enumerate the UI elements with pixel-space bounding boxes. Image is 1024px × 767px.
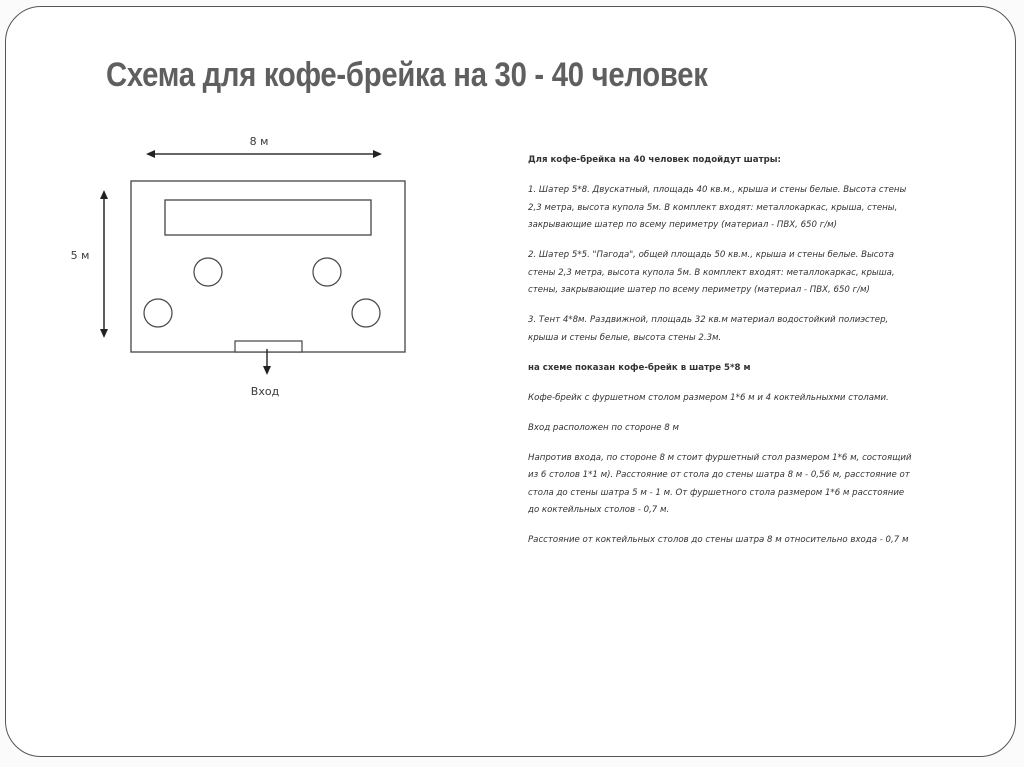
description-heading: Для кофе-брейка на 40 человек подойдут шатры: [528,155,781,165]
tent-option-2: 2. Шатер 5*5. "Пагода", общей площадь 50 кв.м., крыша и стены белые. Высота стены 2,3 метра, высота купола 5м. В комплект входят: металлокаркас, крыша, стены, закрывающие шатер по всему периметру (материал - ПВХ, 650 г/м) [528,250,895,295]
scheme-paragraph: Напротив входа, по стороне 8 м стоит фуршетный стол размером 1*6 м, состоящий из 6 столов 1*1 м). Расстояние от стола до стены шатра 8 м - 0,56 м, расстояние от стола до стены шатра 5 м - 1 м. От фуршетного стола размером 1*6 м расстояние до коктейльных столов - 0,7 м. [528,452,912,515]
height-label: 5 м [70,249,90,262]
tent-option-3: 3. Тент 4*8м. Раздвижной, площадь 32 кв.м материал водостойкий полиэстер, крыша и стены белые, высота стены 2.3м. [528,315,889,343]
scheme-paragraph: Кофе-брейк с фуршетном столом размером 1*6 м и 4 коктейльныхми столами. [528,392,889,403]
scheme-paragraph: Вход расположен по стороне 8 м [528,422,679,433]
description-panel [528,152,918,562]
entrance-label: Вход [250,385,280,398]
width-label: 8 м [249,135,269,148]
slide-title: Схема для кофе-брейка на 30 - 40 человек [106,56,708,94]
tent-option-1: 1. Шатер 5*8. Двускатный, площадь 40 кв.м., крыша и стены белые. Высота стены 2,3 метра, высота купола 5м. В комплект входят: металлокаркас, крыша, стены, закрывающие шатер по всему периметру (материал - ПВХ, 650 г/м) [528,185,907,230]
scheme-heading: на схеме показан кофе-брейк в шатре 5*8 м [528,362,751,373]
scheme-paragraph: Расстояние от коктейльных столов до стены шатра 8 м относительно входа - 0,7 м [528,535,909,545]
